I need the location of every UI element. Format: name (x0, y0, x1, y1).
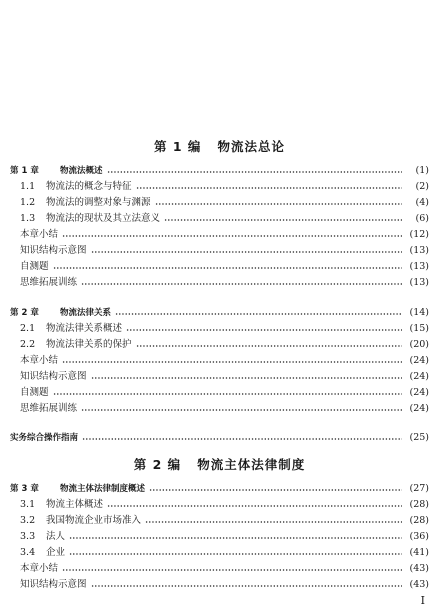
toc-entry-title: 物流法的概念与特征 (46, 181, 132, 192)
toc-entry-number: 2.1 (20, 323, 36, 334)
toc-entry-number: 第 2 章 (10, 308, 39, 318)
dot-leader (62, 569, 402, 571)
toc-entry-page: (43) (403, 578, 429, 592)
part-1-number: 第 1 编 (154, 139, 202, 154)
toc-entry-title: 自测题 (20, 261, 49, 272)
toc-entry-misc (0, 578, 439, 592)
dot-leader (91, 585, 402, 587)
toc-entry-number: 3.1 (20, 499, 36, 510)
dot-leader (81, 283, 402, 285)
toc-entry-chap (0, 482, 439, 496)
toc-entry-sec (0, 514, 439, 528)
dot-leader (155, 203, 402, 205)
toc-entry-sec (0, 338, 439, 352)
toc-entry-label (20, 338, 134, 352)
toc-entry-label (20, 578, 89, 592)
toc-entry-title: 企业 (46, 547, 66, 558)
toc-entry-label (20, 180, 134, 194)
toc-entry-number: 第 3 章 (10, 484, 39, 494)
toc-entry-misc (0, 244, 439, 258)
toc-entry-label (20, 402, 79, 416)
toc-entry-title: 物流法律关系概述 (46, 323, 123, 334)
toc-entry-number: 2.2 (20, 339, 36, 350)
toc-entry-page: (25) (403, 431, 429, 445)
toc-entry-label (20, 276, 79, 290)
toc-entry-label (10, 482, 147, 496)
toc-entry-page: (15) (403, 322, 429, 336)
toc-entry-label (20, 546, 67, 560)
dot-leader (62, 361, 402, 363)
toc-entry-title: 法人 (46, 531, 66, 542)
toc-entry-label (20, 498, 105, 512)
toc-entry-sec (0, 498, 439, 512)
toc-entry-label (20, 354, 60, 368)
toc-entry-page: (12) (403, 228, 429, 242)
dot-leader (107, 171, 402, 173)
toc-entry-title: 本章小结 (20, 355, 59, 366)
toc-entry-title: 物流主体概述 (46, 499, 104, 510)
dot-leader (62, 235, 402, 237)
toc-entry-label (20, 196, 153, 210)
toc-entry-page: (14) (403, 306, 429, 320)
toc-entry-label (20, 322, 124, 336)
toc-entry-page: (4) (403, 196, 429, 210)
toc-entry-number: 3.2 (20, 515, 36, 526)
dot-leader (69, 553, 402, 555)
toc-entry-title: 思维拓展训练 (20, 403, 78, 414)
toc-entry-page: (13) (403, 260, 429, 274)
dot-leader (91, 251, 402, 253)
toc-entry-number: 1.1 (20, 181, 36, 192)
dot-leader (91, 377, 402, 379)
toc-entry-misc (0, 386, 439, 400)
dot-leader (53, 267, 402, 269)
toc-entry-page: (36) (403, 530, 429, 544)
toc-entry-sec (0, 180, 439, 194)
toc-entry-misc (0, 562, 439, 576)
toc-entry-misc (0, 228, 439, 242)
toc-entry-misc (0, 260, 439, 274)
part-2-heading (0, 455, 439, 473)
toc-entry-number: 3.4 (20, 547, 36, 558)
toc-entry-page: (13) (403, 244, 429, 258)
toc-entry-label (20, 212, 162, 226)
toc-entry-page: (24) (403, 386, 429, 400)
toc-entry-title: 物流法律关系 (60, 308, 112, 318)
dot-leader (149, 489, 402, 491)
toc-entry-title: 思维拓展训练 (20, 277, 78, 288)
toc-entry-sec (0, 546, 439, 560)
dot-leader (126, 329, 402, 331)
toc-entry-page: (24) (403, 354, 429, 368)
dot-leader (53, 393, 402, 395)
toc-entry-title: 我国物流企业市场准入 (46, 515, 142, 526)
toc-entry-chap (0, 164, 439, 178)
page-number: I (420, 594, 425, 607)
toc-entry-label (10, 306, 113, 320)
toc-entry-page: (27) (403, 482, 429, 496)
toc-entry-title: 本章小结 (20, 229, 59, 240)
toc-entry-chap (0, 306, 439, 320)
toc-entry-page: (24) (403, 370, 429, 384)
dot-leader (164, 219, 402, 221)
part-2-title: 物流主体法律制度 (197, 457, 306, 472)
toc-entry-label (10, 164, 105, 178)
toc-entry-guide (0, 431, 439, 445)
toc-entry-page: (24) (403, 402, 429, 416)
toc-entry-misc (0, 402, 439, 416)
toc-entry-title: 自测题 (20, 387, 49, 398)
toc-entry-label (20, 370, 89, 384)
dot-leader (136, 187, 402, 189)
toc-entry-label (20, 562, 60, 576)
toc-entry-number: 3.3 (20, 531, 36, 542)
toc-entry-page: (2) (403, 180, 429, 194)
toc-entry-page: (41) (403, 546, 429, 560)
toc-entry-title: 实务综合操作指南 (10, 433, 79, 443)
toc-entry-label (10, 431, 80, 445)
dot-leader (81, 409, 402, 411)
toc-entry-title: 知识结构示意图 (20, 579, 87, 590)
dot-leader (145, 521, 402, 523)
toc-entry-page: (28) (403, 498, 429, 512)
toc-entry-sec (0, 196, 439, 210)
toc-entry-page: (1) (403, 164, 429, 178)
toc-entry-label (20, 260, 51, 274)
toc-entry-label (20, 228, 60, 242)
dot-leader (69, 537, 402, 539)
toc-entry-title: 物流法概述 (60, 166, 103, 176)
dot-leader (107, 505, 402, 507)
dot-leader (136, 345, 402, 347)
dot-leader (82, 438, 402, 440)
toc-entry-misc (0, 276, 439, 290)
toc-entry-misc (0, 354, 439, 368)
toc-entry-sec (0, 212, 439, 226)
part-1-heading (0, 137, 439, 155)
toc-entry-misc (0, 370, 439, 384)
toc-entry-number: 第 1 章 (10, 166, 39, 176)
toc-entry-page: (43) (403, 562, 429, 576)
toc-entry-title: 知识结构示意图 (20, 371, 87, 382)
toc-entry-title: 物流法律关系的保护 (46, 339, 132, 350)
toc-entry-title: 物流主体法律制度概述 (60, 484, 146, 494)
toc-entry-sec (0, 322, 439, 336)
toc-entry-page: (13) (403, 276, 429, 290)
toc-entry-number: 1.2 (20, 197, 36, 208)
toc-entry-title: 物流法的现状及其立法意义 (46, 213, 161, 224)
toc-entry-page: (28) (403, 514, 429, 528)
toc-entry-label (20, 386, 51, 400)
dot-leader (115, 313, 402, 315)
toc-entry-page: (20) (403, 338, 429, 352)
toc-entry-sec (0, 530, 439, 544)
toc-entry-label (20, 244, 89, 258)
toc-entry-label (20, 530, 67, 544)
toc-entry-title: 知识结构示意图 (20, 245, 87, 256)
toc-entry-label (20, 514, 143, 528)
toc-entry-number: 1.3 (20, 213, 36, 224)
part-2-number: 第 2 编 (133, 457, 182, 472)
part-1-title: 物流法总论 (217, 139, 285, 154)
toc-entry-title: 本章小结 (20, 563, 59, 574)
toc-entry-title: 物流法的调整对象与渊源 (46, 197, 151, 208)
toc-entry-page: (6) (403, 212, 429, 226)
